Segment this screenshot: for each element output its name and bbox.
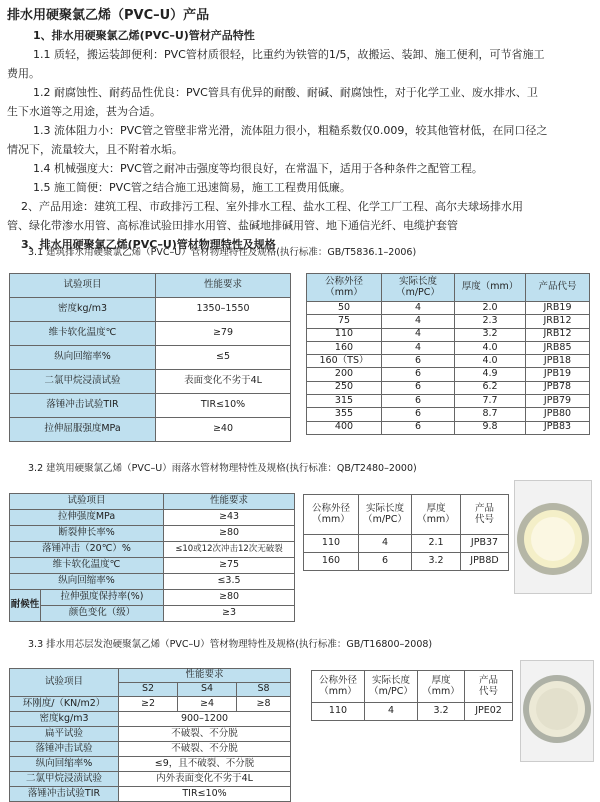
cell: 4: [365, 703, 418, 721]
cell: 9.8: [455, 421, 526, 434]
row-value: ≥3: [164, 606, 295, 622]
table-row: [10, 370, 291, 394]
col-requirement: 性能要求: [164, 494, 295, 510]
table-3-2-specs: [303, 494, 509, 571]
col-s2: S2: [119, 683, 178, 697]
cell: 50: [307, 302, 382, 315]
table-row: [10, 558, 295, 574]
table-row: [10, 418, 291, 442]
cell: 6: [382, 355, 455, 368]
cell: JPB83: [526, 421, 590, 434]
col-length-line1: 实际长度: [398, 275, 437, 287]
col-diameter-line2: （mm）: [312, 513, 350, 525]
row-label: 拉伸强度MPa: [10, 510, 164, 526]
cell: 7.7: [455, 395, 526, 408]
row-value: 900–1200: [119, 712, 291, 727]
cell: 355: [307, 408, 382, 421]
row-label: 扁平试验: [10, 727, 119, 742]
row-label: 密度kg/m3: [10, 712, 119, 727]
cell: 75: [307, 315, 382, 328]
col-length-line2: （m/PC）: [363, 513, 407, 525]
col-code-line2: 代号: [478, 685, 498, 697]
cell: 400: [307, 421, 382, 434]
row-value: ≤5: [156, 346, 291, 370]
col-length-line1: 实际长度: [365, 502, 404, 514]
col-code: 产品代号: [526, 274, 590, 302]
table-row: [10, 590, 295, 606]
cell: 6: [382, 368, 455, 381]
row-value: 表面变化不劣于4L: [156, 370, 291, 394]
group-weather: 耐候性: [10, 590, 41, 622]
table-row: [10, 712, 291, 727]
para-strength: 1.4 机械强度大：PVC管之耐冲击强度等均很良好，在常温下，适用于各种条件之配管工程。: [33, 162, 483, 175]
row-label: 纵向回缩率%: [10, 346, 156, 370]
para-lightweight-cont: 费用。: [7, 67, 40, 80]
cell: 4.9: [455, 368, 526, 381]
heading-properties: 1、排水用硬聚氯乙烯(PVC–U)管材产品特性: [33, 29, 255, 42]
col-diameter-line1: 公称外径: [318, 674, 357, 686]
cell: 4.0: [455, 355, 526, 368]
table-row: [307, 408, 590, 421]
row-label: 密度kg/m3: [10, 298, 156, 322]
section-3-3-heading: 3.3 排水用芯层发泡硬聚氯乙烯（PVC–U）管材物理特性及规格(执行标准：GB/T16800–2008): [28, 639, 433, 650]
cell: 2.0: [455, 302, 526, 315]
cell: 160: [307, 341, 382, 354]
table-row: [10, 346, 291, 370]
table-3-3-properties: [9, 668, 291, 802]
pipe-photo-foam: [520, 660, 594, 762]
cell: 3.2: [412, 553, 461, 571]
row-value: ≥40: [156, 418, 291, 442]
table-row: [10, 787, 291, 802]
cell: 2.1: [412, 535, 461, 553]
row-value: ≥4: [178, 697, 237, 712]
cell: 110: [312, 703, 365, 721]
row-label: 维卡软化温度℃: [10, 322, 156, 346]
cell: JRB85: [526, 341, 590, 354]
col-test-item: 试验项目: [10, 669, 119, 697]
row-label: 拉伸强度保持率(%): [41, 590, 164, 606]
cell: 4: [382, 302, 455, 315]
cell: JPB79: [526, 395, 590, 408]
table-row: [307, 381, 590, 394]
col-thickness-line2: （mm）: [422, 685, 460, 697]
row-value: ≤10或12次冲击12次无破裂: [164, 542, 295, 558]
col-thickness: 厚度（mm）: [455, 274, 526, 302]
cell: 4: [382, 341, 455, 354]
table-row: [312, 703, 513, 721]
table-row: [10, 757, 291, 772]
row-value: 内外表面变化不劣于4L: [119, 772, 291, 787]
table-row: [307, 328, 590, 341]
cell: 6: [359, 553, 412, 571]
col-test-item: 试验项目: [10, 274, 156, 298]
cell: JPE02: [465, 703, 513, 721]
cell: 4: [359, 535, 412, 553]
row-label: 落锤冲击（20℃）%: [10, 542, 164, 558]
cell: JPB80: [526, 408, 590, 421]
col-thickness: [418, 671, 465, 703]
pipe-center: [536, 688, 578, 730]
col-test-item: 试验项目: [10, 494, 164, 510]
row-value: TIR≤10%: [156, 394, 291, 418]
cell: 6: [382, 408, 455, 421]
cell: 6: [382, 421, 455, 434]
section-3-1-heading: 3.1 建筑排水用硬聚氯乙烯（PVC–U）管材物理特性及规格(执行标准：GB/T5836.1–2006): [28, 247, 417, 258]
para-corrosion: 1.2 耐腐蚀性、耐药品性优良：PVC管具有优异的耐酸、耐碱、耐腐蚀性，对于化学工业、废水排水、卫: [33, 86, 538, 99]
table-3-3-specs: [311, 670, 513, 721]
table-row: [10, 606, 295, 622]
table-3-1-specs: [306, 273, 590, 435]
para-flow: 1.3 流体阻力小：PVC管之管壁非常光滑，流体阻力很小，粗糙系数仅0.009，较其他管材低，在同口径之: [33, 124, 548, 137]
row-value: ≥79: [156, 322, 291, 346]
intro-text: [7, 26, 593, 254]
cell: 6: [382, 395, 455, 408]
col-s8: S8: [237, 683, 291, 697]
pipe-photo-gray: [514, 480, 592, 594]
col-code: [465, 671, 513, 703]
table-row: [10, 510, 295, 526]
row-label: 纵向回缩率%: [10, 574, 164, 590]
row-value: ≥75: [164, 558, 295, 574]
table-row: [307, 355, 590, 368]
row-label: 纵向回缩率%: [10, 757, 119, 772]
table-row: [304, 535, 509, 553]
pipe-center: [531, 517, 575, 561]
col-diameter: [307, 274, 382, 302]
col-code-line2: 代号: [474, 513, 494, 525]
col-requirement: 性能要求: [119, 669, 291, 683]
table-row: [10, 574, 295, 590]
cell: JPB8D: [461, 553, 509, 571]
col-code: [461, 495, 509, 535]
cell: JPB78: [526, 381, 590, 394]
row-label: 落锤冲击试验: [10, 742, 119, 757]
cell: 250: [307, 381, 382, 394]
cell: 4: [382, 315, 455, 328]
table-row: [10, 742, 291, 757]
table-row: [10, 394, 291, 418]
table-row: [10, 526, 295, 542]
col-length-line1: 实际长度: [371, 674, 410, 686]
section-3-2-heading: 3.2 建筑用硬聚氯乙烯（PVC–U）雨落水管材物理特性及规格(执行标准：QB/T2480–2000): [28, 463, 417, 474]
row-label: 落锤冲击试验TIR: [10, 787, 119, 802]
page-title: 排水用硬聚氯乙烯（PVC–U）产品: [7, 8, 210, 23]
cell: JRB19: [526, 302, 590, 315]
col-s4: S4: [178, 683, 237, 697]
cell: 110: [304, 535, 359, 553]
cell: JPB18: [526, 355, 590, 368]
para-lightweight: 1.1 质轻，搬运装卸便利：PVC管材质很轻，比重约为铁管的1/5，故搬运、装卸、施工便利，可节省施工: [33, 48, 545, 61]
cell: 315: [307, 395, 382, 408]
cell: 3.2: [455, 328, 526, 341]
row-value: ≤9，且不破裂、不分脱: [119, 757, 291, 772]
row-value: TIR≤10%: [119, 787, 291, 802]
row-value: ≥80: [164, 526, 295, 542]
cell: 4: [382, 328, 455, 341]
cell: 2.3: [455, 315, 526, 328]
cell: 200: [307, 368, 382, 381]
table-3-2-properties: [9, 493, 295, 622]
table-row: [10, 298, 291, 322]
col-requirement: 性能要求: [156, 274, 291, 298]
col-length: [359, 495, 412, 535]
row-value: ≥43: [164, 510, 295, 526]
table-row: [10, 697, 291, 712]
table-row: [307, 368, 590, 381]
col-length-line2: （m/PC）: [396, 286, 440, 298]
para-install: 1.5 施工简便：PVC管之结合施工迅速简易，施工工程费用低廉。: [33, 181, 351, 194]
heading-specs: 3、排水用硬聚氯乙烯(PVC–U)管材物理特性及规格: [21, 238, 276, 251]
table-row: [307, 302, 590, 315]
row-label: 二氯甲烷浸渍试验: [10, 772, 119, 787]
row-value: ≤3.5: [164, 574, 295, 590]
col-diameter-line1: 公称外径: [324, 275, 363, 287]
cell: 110: [307, 328, 382, 341]
table-row: [307, 421, 590, 434]
cell: JRB12: [526, 328, 590, 341]
table-row: [307, 315, 590, 328]
col-code-line1: 产品: [478, 674, 498, 686]
col-thickness-line1: 厚度: [431, 674, 451, 686]
row-label: 维卡软化温度℃: [10, 558, 164, 574]
cell: 160: [304, 553, 359, 571]
col-diameter-line2: （mm）: [319, 685, 357, 697]
cell: 6: [382, 381, 455, 394]
para-usage: 2、产品用途：建筑工程、市政排污工程、室外排水工程、盐水工程、化学工厂工程、高尔夫球场排水用: [21, 200, 523, 213]
col-length: [382, 274, 455, 302]
row-value: ≥8: [237, 697, 291, 712]
row-label: 断裂伸长率%: [10, 526, 164, 542]
col-thickness-line2: （mm）: [417, 513, 455, 525]
col-diameter: [312, 671, 365, 703]
cell: JPB19: [526, 368, 590, 381]
cell: 160（TS）: [307, 355, 382, 368]
row-value: 1350–1550: [156, 298, 291, 322]
col-length-line2: （m/PC）: [369, 685, 413, 697]
row-label: 颜色变化（级）: [41, 606, 164, 622]
table-row: [10, 727, 291, 742]
row-value: ≥80: [164, 590, 295, 606]
cell: 4.0: [455, 341, 526, 354]
cell: 8.7: [455, 408, 526, 421]
table-3-1-properties: [9, 273, 291, 442]
cell: 6.2: [455, 381, 526, 394]
table-row: [10, 542, 295, 558]
row-value: 不破裂、不分脱: [119, 727, 291, 742]
col-length: [365, 671, 418, 703]
table-row: [10, 772, 291, 787]
para-flow-cont: 情况下，流量较大，且不附着水垢。: [7, 143, 183, 156]
table-row: [307, 341, 590, 354]
col-thickness: [412, 495, 461, 535]
row-label: 二氯甲烷浸渍试验: [10, 370, 156, 394]
col-diameter-line2: （mm）: [325, 286, 363, 298]
row-label: 落锤冲击试验TIR: [10, 394, 156, 418]
table-row: [10, 322, 291, 346]
row-value: 不破裂、不分脱: [119, 742, 291, 757]
cell: JRB12: [526, 315, 590, 328]
cell: 3.2: [418, 703, 465, 721]
para-usage-cont: 管、绿化带渗水用管、高标准试验田排水用管、盐碱地排碱用管、地下通信光纤、电缆护套管: [7, 219, 458, 232]
cell: JPB37: [461, 535, 509, 553]
col-diameter: [304, 495, 359, 535]
row-value: ≥2: [119, 697, 178, 712]
para-corrosion-cont: 生下水道等之用途，甚为合适。: [7, 105, 161, 118]
row-label: 环刚度/（KN/m2）: [10, 697, 119, 712]
table-row: [304, 553, 509, 571]
col-code-line1: 产品: [474, 502, 494, 514]
col-thickness-line1: 厚度: [426, 502, 446, 514]
row-label: 拉伸屈服强度MPa: [10, 418, 156, 442]
table-row: [307, 395, 590, 408]
col-diameter-line1: 公称外径: [311, 502, 350, 514]
